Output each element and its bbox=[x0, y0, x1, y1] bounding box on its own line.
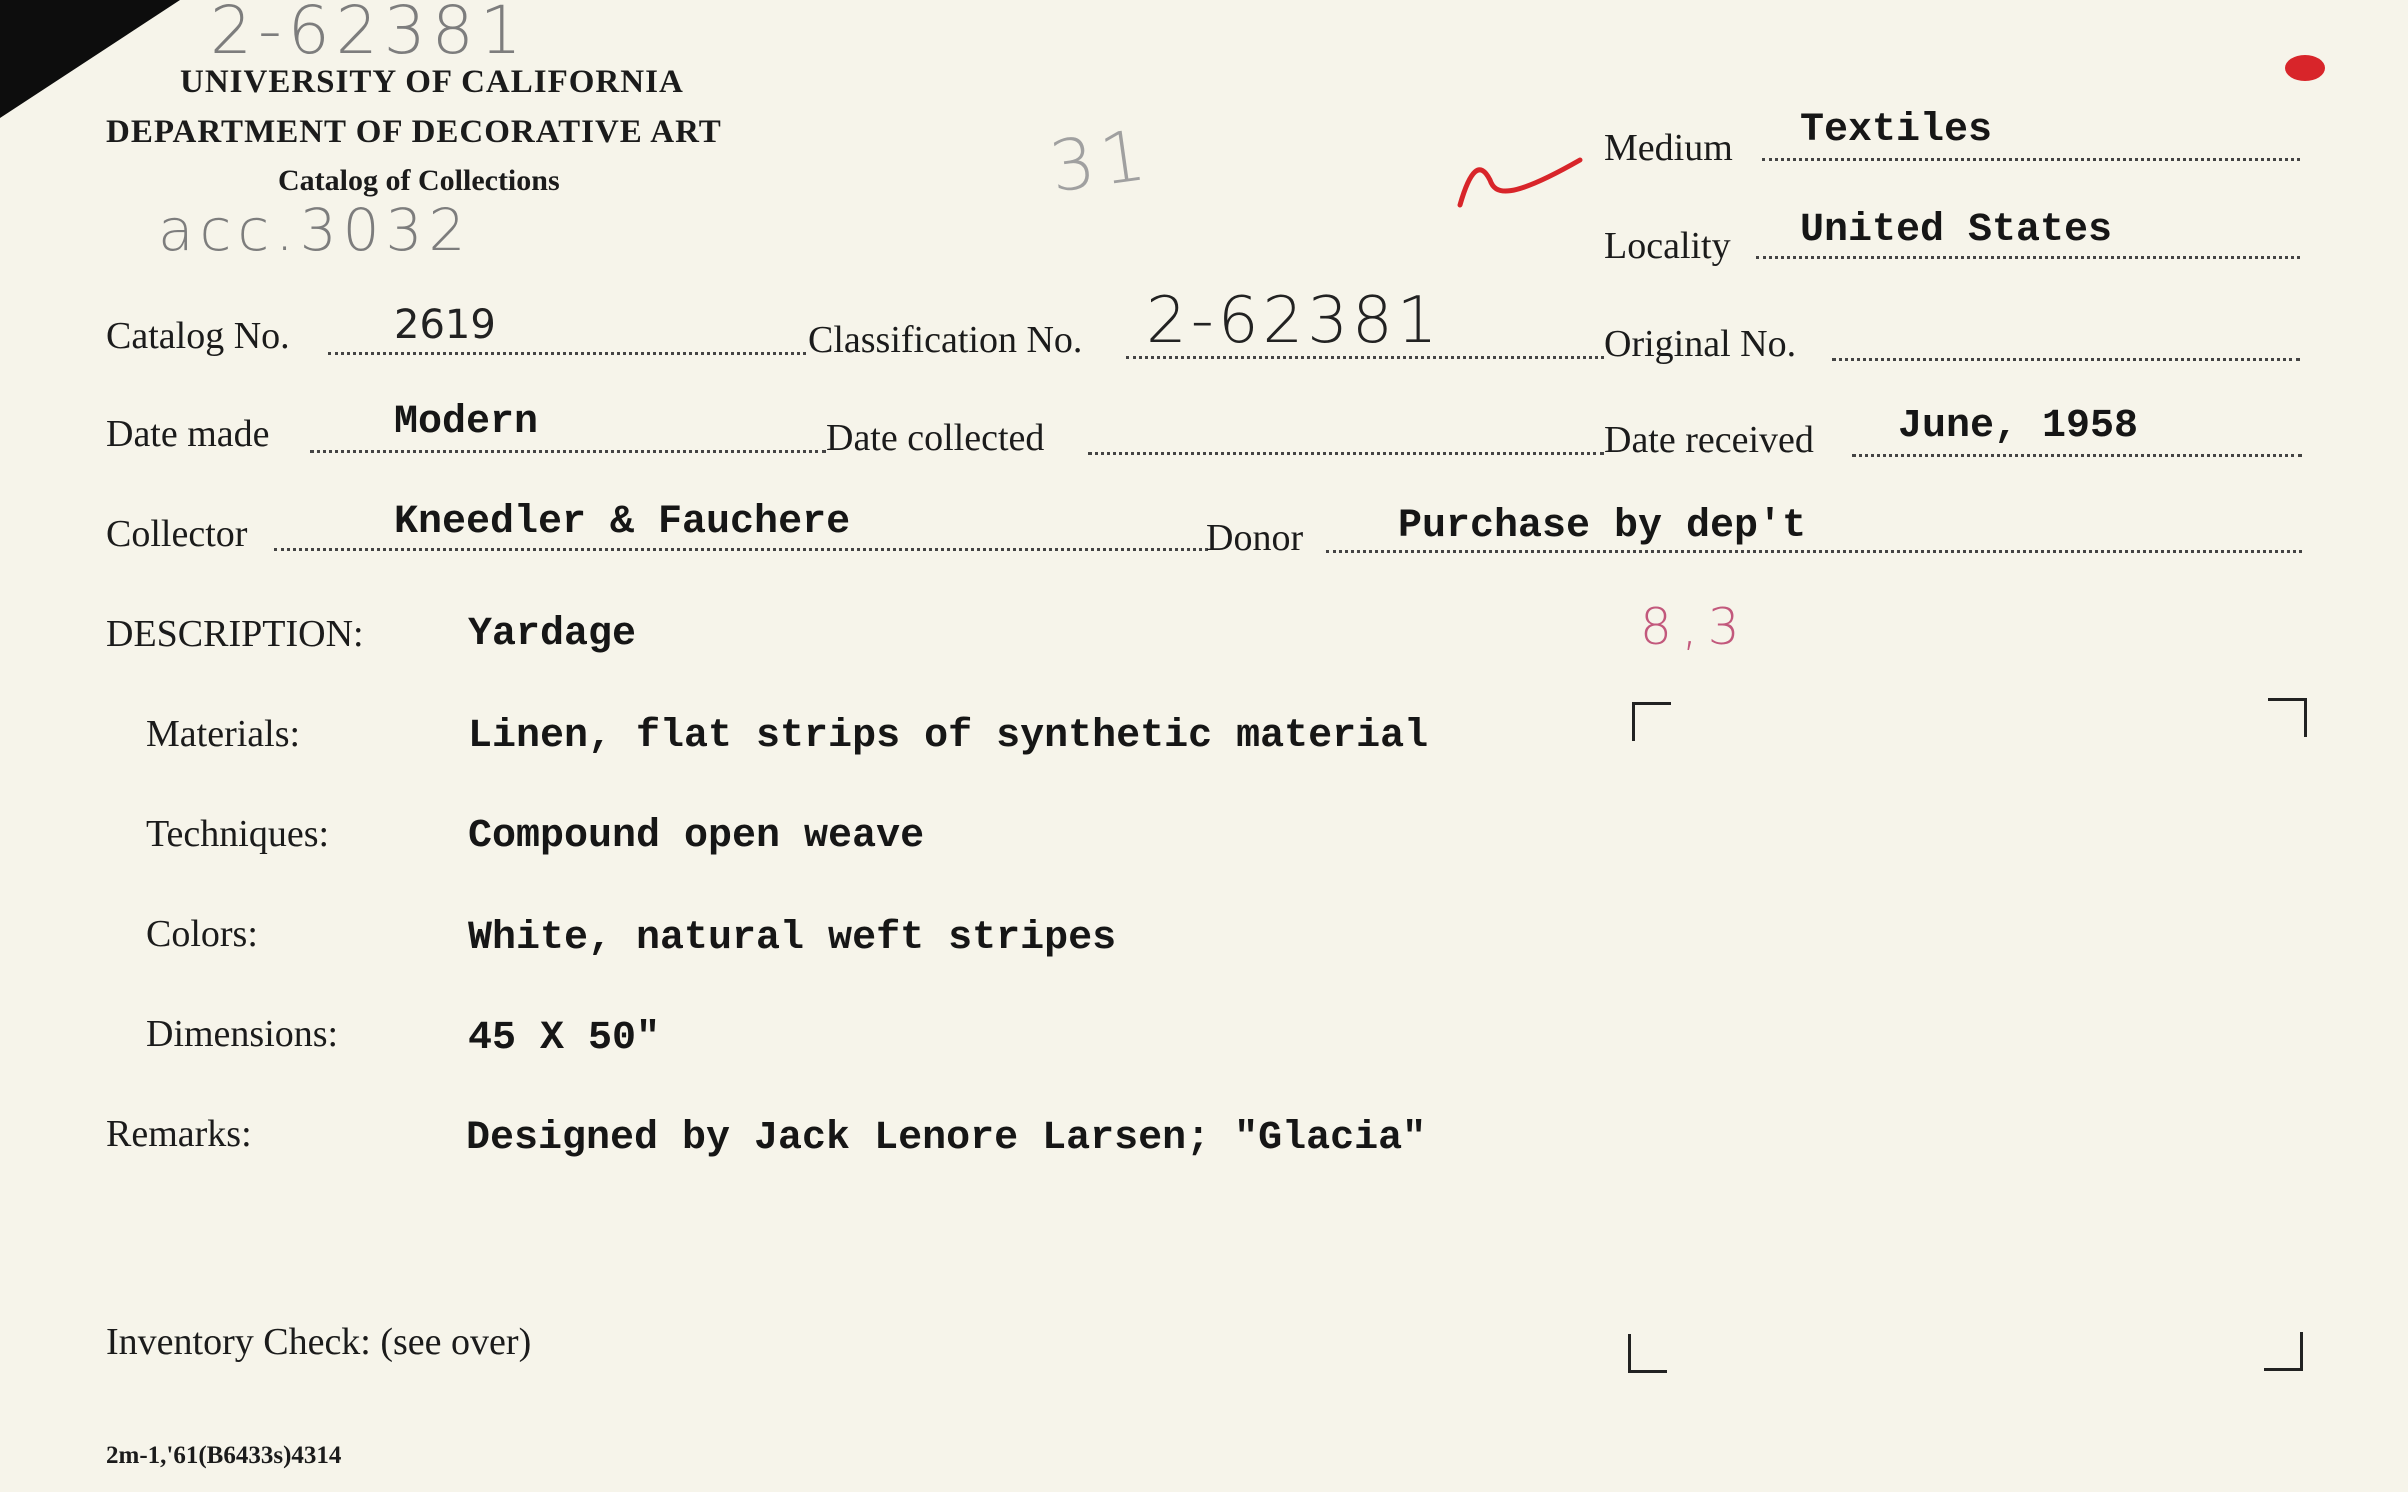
date-made-line bbox=[310, 450, 826, 453]
donor-label: Donor bbox=[1206, 517, 1304, 559]
original-no-label: Original No. bbox=[1604, 323, 1797, 365]
date-collected-line bbox=[1088, 452, 1604, 455]
date-made-label: Date made bbox=[106, 413, 270, 455]
description-value: Yardage bbox=[468, 612, 637, 657]
handwritten-acc-number: acc.3032 bbox=[158, 196, 472, 264]
bracket-top-right bbox=[2268, 698, 2307, 737]
date-received-value: June, 1958 bbox=[1898, 404, 2139, 449]
locality-label: Locality bbox=[1604, 225, 1731, 267]
classification-no-label: Classification No. bbox=[808, 319, 1083, 361]
university-header: UNIVERSITY OF CALIFORNIA bbox=[180, 64, 684, 100]
medium-value: Textiles bbox=[1800, 108, 1993, 153]
collector-label: Collector bbox=[106, 513, 248, 555]
bracket-bottom-right bbox=[2264, 1332, 2303, 1371]
date-made-value: Modern bbox=[394, 400, 539, 445]
remarks-label: Remarks: bbox=[106, 1113, 252, 1155]
bracket-bottom-left bbox=[1628, 1334, 1667, 1373]
catalog-header: Catalog of Collections bbox=[278, 164, 560, 197]
red-ink-blot bbox=[2280, 48, 2330, 88]
medium-label: Medium bbox=[1604, 127, 1733, 169]
original-no-line bbox=[1832, 358, 2300, 361]
red-check-mark bbox=[1450, 150, 1590, 220]
date-received-label: Date received bbox=[1604, 419, 1814, 461]
catalog-no-line bbox=[328, 352, 806, 355]
locality-value: United States bbox=[1800, 208, 2113, 253]
colors-value: White, natural weft stripes bbox=[468, 916, 1117, 961]
date-collected-label: Date collected bbox=[826, 417, 1045, 459]
materials-label: Materials: bbox=[146, 713, 301, 755]
handwritten-pink-numbers: 8,3 bbox=[1640, 598, 1750, 656]
collector-line bbox=[274, 548, 1208, 551]
donor-value: Purchase by dep't bbox=[1398, 504, 1807, 549]
techniques-value: Compound open weave bbox=[468, 814, 925, 859]
dimensions-label: Dimensions: bbox=[146, 1013, 339, 1055]
bracket-top-left bbox=[1632, 702, 1671, 741]
medium-line bbox=[1762, 158, 2300, 161]
date-received-line bbox=[1852, 454, 2302, 457]
department-header: DEPARTMENT OF DECORATIVE ART bbox=[106, 114, 722, 150]
description-label: DESCRIPTION: bbox=[106, 613, 364, 655]
handwritten-top-number: 2-62381 bbox=[210, 0, 528, 69]
inventory-check: Inventory Check: (see over) bbox=[106, 1321, 532, 1363]
colors-label: Colors: bbox=[146, 913, 258, 955]
techniques-label: Techniques: bbox=[146, 813, 330, 855]
materials-value: Linen, flat strips of synthetic material bbox=[468, 714, 1429, 759]
remarks-value: Designed by Jack Lenore Larsen; "Glacia" bbox=[466, 1116, 1427, 1161]
donor-line bbox=[1326, 550, 2302, 553]
collector-value: Kneedler & Fauchere bbox=[394, 500, 851, 545]
print-code: 2m-1,'61(B6433s)4314 bbox=[106, 1442, 342, 1469]
catalog-no-label: Catalog No. bbox=[106, 315, 290, 357]
locality-line bbox=[1756, 256, 2300, 259]
dimensions-value: 45 X 50" bbox=[468, 1016, 661, 1061]
handwritten-31: 31 bbox=[1044, 113, 1157, 209]
classification-no-value: 2-62381 bbox=[1146, 284, 1442, 358]
catalog-no-value: 2619 bbox=[394, 302, 496, 348]
corner-tab bbox=[0, 0, 180, 118]
